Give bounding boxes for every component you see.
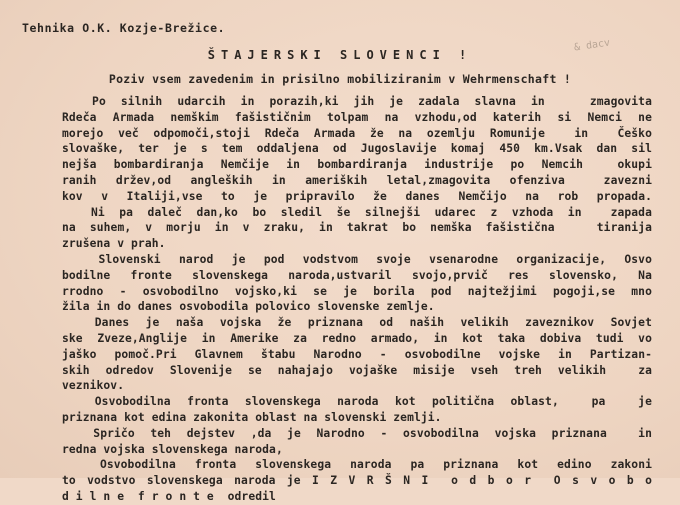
body-line: Danes je naša vojska že priznana od naših velikih zaveznikov Sovjet [62, 316, 652, 330]
body-line: ranih držev,od angleških in ameriških letal,zmagovita ofenziva zavezni [62, 173, 652, 187]
body-line: priznana kot edina zakonita oblast na slovenski zemlji. [62, 410, 442, 424]
body-line: jaško pomoč.Pri Glavnem štabu Narodno - osvobodilne vojske in Partizan- [62, 347, 652, 361]
faded-corner-mark: & dacv [573, 37, 611, 54]
document-subtitle: Poziv vsem zavedenim in prisilno mobiliziranim v Wehrmenschaft ! [108, 72, 572, 86]
body-line: veznikov. [62, 379, 125, 393]
body-line: Po silnih udarcih in porazih,ki jih je zadala slavna in zmagovita [62, 95, 652, 108]
body-line: redna vojska slovenskega naroda, [62, 442, 283, 456]
body-line: rrodno - osvobodilno vojsko,ki se je borila pod najtežjimi pogoji,se mno [62, 284, 652, 298]
document-title: ŠTAJERSKI SLOVENCI ! [207, 48, 473, 62]
body-line: Rdeča Armada nemškim fašističnim tolpam na vzhodu,od katerih si Nemci ne [62, 110, 652, 124]
body-line: nejša bombardiranja Nemčije in bombardiranja industrije po Nemcih okupi [62, 158, 652, 172]
body-line: bodilne fronte slovenskega naroda,ustvaril svojo,prvič res slovensko, Na [62, 268, 652, 282]
body-line: Osvobodilna fronta slovenskega naroda kot politična oblast, pa je [62, 395, 652, 409]
body-line: Ni pa daleč dan,ko bo sledil še silnejši udarec z vzhoda in zapada [62, 205, 652, 219]
body-line: ske Zveze,Anglije in Amerike za redno armado, in kot taka dobiva tudi vo [62, 331, 652, 345]
body-line: slovaške, ter je s tem oddaljena od Jugoslavije komaj 450 km.Vsak dan sil [62, 142, 652, 156]
organization-header: Tehnika O.K. Kozje-Brežice. [22, 21, 226, 35]
body-line: skih odredov Slovenije se nahajajo vojaške misije vseh treh velikih za [62, 363, 652, 377]
document-body [62, 94, 652, 505]
body-line: zrušena v prah. [62, 237, 166, 251]
body-line: Osvobodilna fronta slovenskega naroda pa priznana kot edino zakoni [62, 458, 652, 472]
body-line: d i l n e f r o n t e odredil [62, 489, 276, 503]
body-line: žila in do danes osvobodila polovico slovenske zemlje. [62, 300, 435, 314]
body-line: kov v Italiji,vse to je pripravilo že danes Nemčijo na rob propada. [62, 189, 652, 203]
body-line: na suhem, v morju in v zraku, in takrat bo nemška fašistična tiranija [62, 221, 652, 235]
body-line: Slovenski narod je pod vodstvom svoje vsenarodne organizacije, Osvo [62, 252, 652, 266]
body-line: Spričo teh dejstev ,da je Narodno - osvobodilna vojska priznana in [62, 426, 652, 440]
body-line: to vodstvo slovenskega naroda je I Z V R Š N I o d b o r O s v o b o [62, 474, 652, 488]
body-line: morejo več odpomoči,stoji Rdeča Armada že na ozemlju Romunije in Češko [62, 126, 652, 140]
